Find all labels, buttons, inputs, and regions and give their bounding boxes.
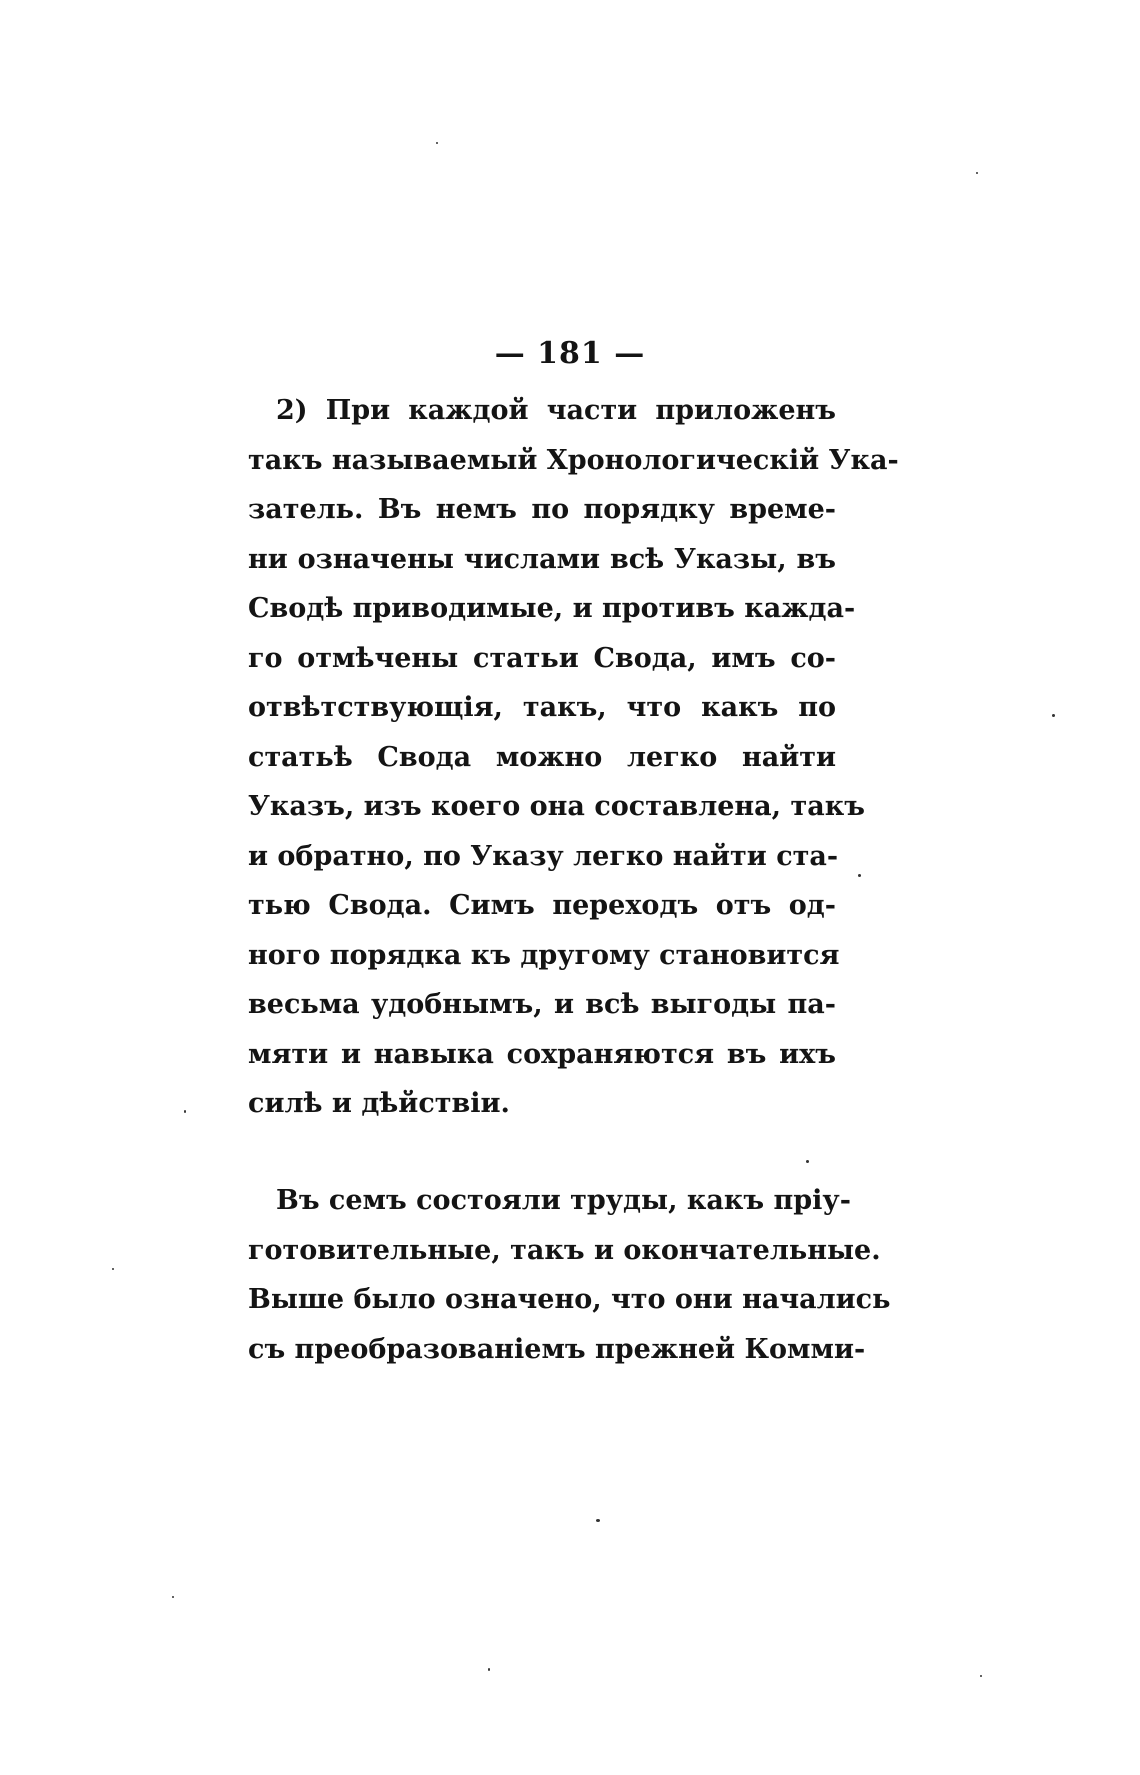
scan-speck: [858, 874, 861, 877]
text-line: мяти и навыка сохраняются въ ихъ: [248, 1038, 836, 1070]
text-line: статьѣ Свода можно легко найти: [248, 741, 836, 773]
scan-speck: [184, 1110, 186, 1113]
text-line: отвѣтствующія, такъ, что какъ по: [248, 692, 836, 723]
paragraph-2: [248, 1176, 891, 1374]
page-number: — 181 —: [494, 336, 646, 371]
text-line: Сводѣ приводимые, и противъ кажда-: [248, 593, 856, 624]
text-line: и обратно, по Указу легко найти ста-: [248, 840, 839, 872]
scan-speck: [488, 1668, 490, 1671]
text-line: Указъ, изъ коего она составлена, такъ: [248, 791, 865, 822]
text-line: ного порядка къ другому становится: [248, 939, 840, 971]
scan-speck: [980, 1675, 982, 1677]
scan-speck: [112, 1268, 114, 1270]
text-line: тью Свода. Симъ переходъ отъ од-: [248, 890, 836, 921]
text-line: го отмѣчены статьи Свода, имъ со-: [248, 642, 836, 674]
text-line: 2) При каждой части приложенъ: [276, 395, 836, 426]
text-line: такъ называемый Хронологическій Ука-: [248, 444, 899, 476]
text-line: затель. Въ немъ по порядку време-: [248, 494, 836, 525]
text-line: весьма удобнымъ, и всѣ выгоды па-: [248, 989, 836, 1020]
text-line: силѣ и дѣйствіи.: [248, 1088, 510, 1119]
text-line: Выше было означено, что они начались: [248, 1284, 891, 1315]
text-line: съ преобразованіемъ прежней Комми-: [248, 1333, 866, 1365]
paragraph-1: [248, 386, 899, 1129]
scan-speck: [172, 1596, 174, 1598]
scan-speck: [806, 1160, 809, 1163]
text-line: готовительные, такъ и окончательные.: [248, 1234, 881, 1266]
scan-speck: [1052, 714, 1055, 717]
text-line: ни означены числами всѣ Указы, въ: [248, 543, 836, 575]
scan-speck: [976, 172, 978, 174]
scan-speck: [596, 1519, 600, 1522]
scan-speck: [436, 142, 438, 144]
text-line: Въ семъ состояли труды, какъ пріу-: [276, 1185, 851, 1216]
